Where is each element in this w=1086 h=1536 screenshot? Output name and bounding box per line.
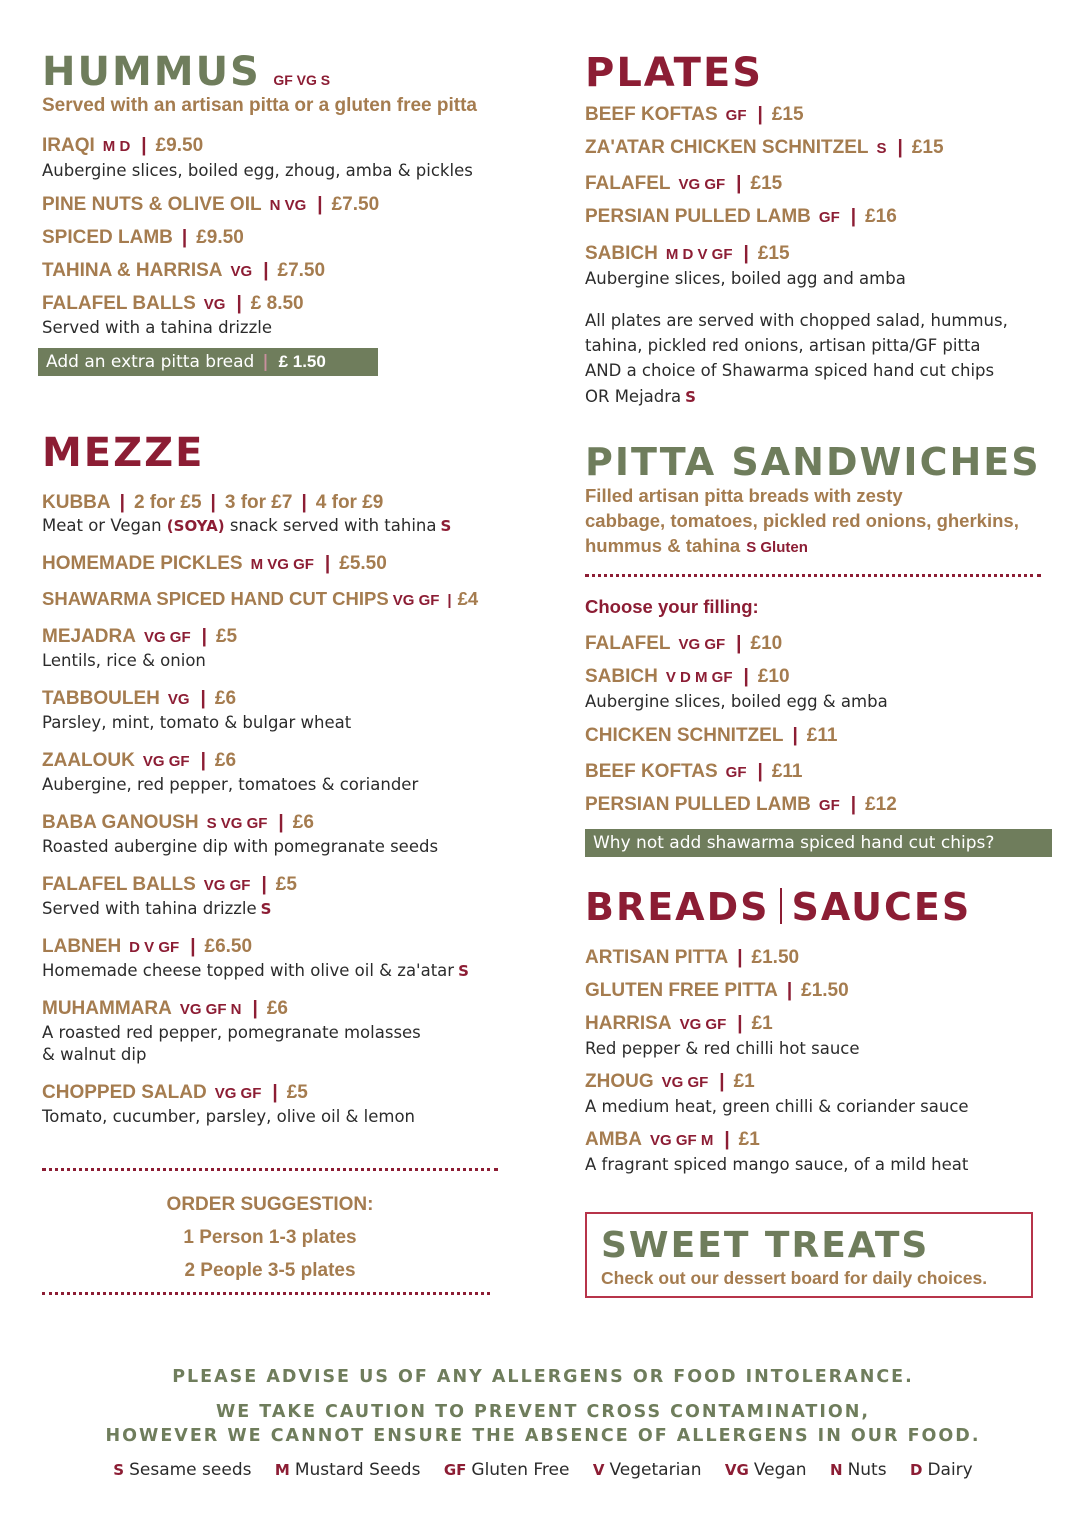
menu-item-chopped-salad: CHOPPED SALAD VG GF | £5 xyxy=(42,1082,308,1103)
hummus-heading xyxy=(42,49,332,95)
menu-item-zaalouk: ZAALOUK VG GF | £6 xyxy=(42,750,237,771)
item-tags: GF xyxy=(818,209,840,226)
item-desc: Lentils, rice & onion xyxy=(42,651,206,670)
item-price: £15 xyxy=(771,104,804,125)
extra-pitta-banner: Add an extra pitta bread | £ 1.50 xyxy=(38,348,378,376)
item-name: SABICH xyxy=(585,243,658,264)
item-desc: Meat or Vegan (SOYA) snack served with tahina S xyxy=(42,516,452,535)
item-tags: VG xyxy=(230,263,253,280)
menu-item-amba: AMBA VG GF M | £1 xyxy=(585,1129,760,1150)
menu-item-pine-nuts: PINE NUTS & OLIVE OIL N VG | £7.50 xyxy=(42,194,380,215)
menu-item-tabbouleh: TABBOULEH VG | £6 xyxy=(42,688,237,709)
item-name: ZA'ATAR CHICKEN SCHNITZEL xyxy=(585,137,869,158)
item-tags: VG GF xyxy=(143,629,191,646)
item-tags: VG GF M xyxy=(650,1132,714,1149)
item-name: SPICED LAMB xyxy=(42,227,173,248)
item-price: £10 xyxy=(750,633,783,654)
item-name: BEEF KOFTAS xyxy=(585,761,718,782)
sweet-treats-box xyxy=(585,1212,1033,1298)
item-price: £15 xyxy=(757,243,790,264)
item-name: GLUTEN FREE PITTA xyxy=(585,980,778,1001)
item-name: TAHINA & HARRISA xyxy=(42,260,223,281)
legend-entry: M Mustard Seeds xyxy=(274,1460,421,1480)
menu-item-pitta-sabich: SABICH V D M GF | £10 xyxy=(585,666,790,687)
item-price: £6 xyxy=(214,688,237,709)
item-desc: A fragrant spiced mango sauce, of a mild heat xyxy=(585,1155,969,1174)
allergen-notice: PLEASE ADVISE US OF ANY ALLERGENS OR FOOD INTOLERANCE. xyxy=(172,1367,914,1387)
item-name: SABICH xyxy=(585,666,658,687)
menu-item-artisan-pitta: ARTISAN PITTA | £1.50 xyxy=(585,947,800,968)
item-name: AMBA xyxy=(585,1129,642,1150)
item-price: £5 xyxy=(275,874,297,895)
item-tags: VG xyxy=(203,296,226,313)
item-tags: M VG GF xyxy=(250,556,314,573)
pitta-subtitle: hummus & tahina S Gluten xyxy=(585,535,808,556)
item-tags: VG GF xyxy=(678,176,726,193)
item-name: TABBOULEH xyxy=(42,688,160,709)
item-tags: D V GF xyxy=(129,939,180,956)
item-name: ZAALOUK xyxy=(42,750,135,771)
allergen-notice: WE TAKE CAUTION TO PREVENT CROSS CONTAMINATION, xyxy=(215,1402,871,1422)
item-price: £6 xyxy=(292,812,314,833)
item-name: LABNEH xyxy=(42,936,122,957)
item-desc: A medium heat, green chilli & coriander sauce xyxy=(585,1097,969,1116)
hummus-subtitle: Served with an artisan pitta or a gluten free pitta xyxy=(42,95,477,116)
menu-item-persian-lamb: PERSIAN PULLED LAMB GF | £16 xyxy=(585,206,897,227)
menu-item-falafel-balls: FALAFEL BALLS VG | £ 8.50 xyxy=(42,293,304,314)
item-desc: Tomato, cucumber, parsley, olive oil & lemon xyxy=(42,1107,415,1126)
banner-text: Add an extra pitta bread xyxy=(46,352,255,372)
choose-filling: Choose your filling: xyxy=(585,596,759,617)
item-tags: S VG GF xyxy=(206,815,268,832)
item-name: PERSIAN PULLED LAMB xyxy=(585,794,811,815)
item-name: IRAQI xyxy=(42,135,95,156)
pitta-subtitle: cabbage, tomatoes, pickled red onions, gherkins, xyxy=(585,510,1019,531)
menu-item-beef-koftas: BEEF KOFTAS GF | £15 xyxy=(585,104,804,125)
item-tags: VG GF xyxy=(214,1085,262,1102)
plates-note: All plates are served with chopped salad, hummus, xyxy=(585,311,1008,330)
item-price: £15 xyxy=(911,137,944,158)
item-price: £5 xyxy=(286,1082,308,1103)
legend-entry: GF Gluten Free xyxy=(443,1460,570,1480)
item-price: £1 xyxy=(751,1013,773,1034)
menu-item-muhammara: MUHAMMARA VG GF N | £6 xyxy=(42,998,288,1019)
item-price: £7.50 xyxy=(277,260,326,281)
item-name: CHOPPED SALAD xyxy=(42,1082,207,1103)
legend-entry: VG Vegan xyxy=(724,1460,807,1480)
item-desc: Red pepper & red chilli hot sauce xyxy=(585,1039,860,1058)
item-name: HARRISA xyxy=(585,1013,672,1034)
item-name: CHICKEN SCHNITZEL xyxy=(585,725,784,746)
item-price: £6.50 xyxy=(204,936,253,957)
menu-item-labneh: LABNEH D V GF | £6.50 xyxy=(42,936,253,957)
item-desc: Homemade cheese topped with olive oil & za'atar S xyxy=(42,961,469,980)
item-tags: VG GF N xyxy=(179,1001,242,1018)
hummus-tags: GF VG S xyxy=(273,72,331,88)
item-tags: VG GF xyxy=(678,636,726,653)
item-desc: Aubergine slices, boiled egg, zhoug, amba & pickles xyxy=(42,161,473,180)
banner-price: £ 1.50 xyxy=(278,352,326,371)
item-tags: M D xyxy=(102,138,131,155)
item-price: £11 xyxy=(771,761,803,782)
pitta-subtitle: Filled artisan pitta breads with zesty xyxy=(585,485,903,506)
item-price: £12 xyxy=(865,794,897,815)
menu-item-pitta-falafel: FALAFEL VG GF | £10 xyxy=(585,633,783,654)
item-name: MEJADRA xyxy=(42,626,136,647)
item-name: FALAFEL xyxy=(585,633,671,654)
item-price: 2 for £5 xyxy=(133,492,202,513)
menu-item-pitta-lamb: PERSIAN PULLED LAMB GF | £12 xyxy=(585,794,897,815)
item-desc: A roasted red pepper, pomegranate molasses xyxy=(42,1023,421,1042)
item-name: ZHOUG xyxy=(585,1071,654,1092)
menu-item-zaatar-schnitzel: ZA'ATAR CHICKEN SCHNITZEL S | £15 xyxy=(585,137,944,158)
order-heading: ORDER SUGGESTION: xyxy=(166,1194,374,1215)
sweet-title: SWEET TREATS xyxy=(601,1225,930,1266)
item-price: 4 for £9 xyxy=(315,492,384,513)
menu-item-sabich: SABICH M D V GF | £15 xyxy=(585,243,790,264)
legend-entry: D Dairy xyxy=(909,1460,973,1480)
item-price: £16 xyxy=(865,206,897,227)
order-line: 1 Person 1-3 plates xyxy=(183,1227,357,1248)
item-name: FALAFEL BALLS xyxy=(42,293,196,314)
menu-item-harrisa: HARRISA VG GF | £1 xyxy=(585,1013,773,1034)
plates-note: AND a choice of Shawarma spiced hand cut chips xyxy=(585,361,995,380)
breads-title: BREADS xyxy=(585,885,770,929)
menu-item-gf-pitta: GLUTEN FREE PITTA | £1.50 xyxy=(585,980,849,1001)
item-price: £1.50 xyxy=(751,947,800,968)
item-name: FALAFEL BALLS xyxy=(42,874,196,895)
breads-sauces-heading xyxy=(585,885,972,929)
menu-item-tahina-harrisa: TAHINA & HARRISA VG | £7.50 xyxy=(42,260,326,281)
item-name: PINE NUTS & OLIVE OIL xyxy=(42,194,262,215)
item-name: BEEF KOFTAS xyxy=(585,104,718,125)
menu-item-falafel-balls-mezze: FALAFEL BALLS VG GF | £5 xyxy=(42,874,297,895)
item-name: HOMEMADE PICKLES xyxy=(42,553,243,574)
item-price: £15 xyxy=(750,173,783,194)
item-price: £1 xyxy=(738,1129,760,1150)
item-desc: Roasted aubergine dip with pomegranate seeds xyxy=(42,837,439,856)
menu-item-homemade-pickles: HOMEMADE PICKLES M VG GF | £5.50 xyxy=(42,553,387,574)
item-price: £10 xyxy=(757,666,790,687)
item-price: £6 xyxy=(266,998,288,1019)
item-name: FALAFEL xyxy=(585,173,671,194)
allergen-legend xyxy=(0,1460,1086,1480)
chips-banner: Why not add shawarma spiced hand cut chips? xyxy=(585,829,1052,857)
item-desc: Served with tahina drizzle S xyxy=(42,899,272,918)
item-name: SHAWARMA SPICED HAND CUT CHIPS xyxy=(42,588,389,609)
item-desc: Served with a tahina drizzle xyxy=(42,318,272,337)
item-tags: GF xyxy=(818,797,840,814)
order-line: 2 People 3-5 plates xyxy=(184,1260,356,1281)
item-desc: Parsley, mint, tomato & bulgar wheat xyxy=(42,713,352,732)
menu-item-pitta-koftas: BEEF KOFTAS GF | £11 xyxy=(585,761,803,782)
item-desc: Aubergine slices, boiled agg and amba xyxy=(585,269,906,288)
sweet-text: Check out our dessert board for daily choices. xyxy=(601,1268,988,1288)
plates-title: PLATES xyxy=(585,50,764,96)
item-name: ARTISAN PITTA xyxy=(585,947,729,968)
item-tags: VG GF xyxy=(679,1016,727,1033)
item-tags: N VG xyxy=(269,197,307,214)
item-name: MUHAMMARA xyxy=(42,998,172,1019)
item-tags: VG GF xyxy=(392,592,440,609)
item-price: £5 xyxy=(215,626,238,647)
item-tags: VG GF xyxy=(142,753,190,770)
item-price: £6 xyxy=(214,750,237,771)
item-tags: GF xyxy=(725,764,747,781)
menu-item-zhoug: ZHOUG VG GF | £1 xyxy=(585,1071,755,1092)
divider xyxy=(585,574,1041,577)
item-price: £11 xyxy=(806,725,838,746)
item-price: £1 xyxy=(733,1071,755,1092)
menu-item-baba-ganoush: BABA GANOUSH S VG GF | £6 xyxy=(42,812,314,833)
plates-note: OR Mejadra S xyxy=(585,387,696,406)
menu-item-pitta-schnitzel: CHICKEN SCHNITZEL | £11 xyxy=(585,725,838,746)
divider xyxy=(42,1292,490,1295)
menu-item-mejadra: MEJADRA VG GF | £5 xyxy=(42,626,238,647)
item-tags: VG xyxy=(167,691,190,708)
item-tags: M D V GF xyxy=(665,246,733,263)
item-price: £5.50 xyxy=(339,553,387,574)
item-tags: GF xyxy=(725,107,747,124)
item-tags: V D M GF xyxy=(665,669,733,686)
allergen-notice: HOWEVER WE CANNOT ENSURE THE ABSENCE OF ALLERGENS IN OUR FOOD. xyxy=(105,1426,981,1446)
item-price: £9.50 xyxy=(196,227,244,248)
title-separator xyxy=(780,888,782,924)
item-price: £1.50 xyxy=(801,980,849,1001)
menu-item-kubba: KUBBA | 2 for £5 | 3 for £7 | 4 for £9 xyxy=(42,492,384,513)
item-price: £9.50 xyxy=(155,135,204,156)
item-name: PERSIAN PULLED LAMB xyxy=(585,206,811,227)
menu-item-spiced-lamb: SPICED LAMB | £9.50 xyxy=(42,227,244,248)
legend-entry: N Nuts xyxy=(830,1460,887,1480)
item-price: 3 for £7 xyxy=(224,492,293,513)
item-price: £7.50 xyxy=(331,194,380,215)
item-tags: VG GF xyxy=(661,1074,709,1091)
divider xyxy=(42,1168,498,1171)
hummus-title: HUMMUS xyxy=(42,49,261,95)
plates-note: tahina, pickled red onions, artisan pitta/GF pitta xyxy=(585,336,981,355)
item-tags: S xyxy=(876,140,887,157)
legend-entry: V Vegetarian xyxy=(592,1460,702,1480)
pitta-title: PITTA SANDWICHES xyxy=(585,440,1041,484)
legend-entry: S Sesame seeds xyxy=(113,1460,252,1480)
item-name: KUBBA xyxy=(42,492,111,513)
item-name: BABA GANOUSH xyxy=(42,812,199,833)
item-desc: & walnut dip xyxy=(42,1045,147,1064)
item-price: £4 xyxy=(457,588,479,609)
mezze-title: MEZZE xyxy=(42,430,205,476)
item-desc: Aubergine slices, boiled egg & amba xyxy=(585,692,888,711)
sauces-title: SAUCES xyxy=(791,885,972,929)
item-desc: Aubergine, red pepper, tomatoes & coriander xyxy=(42,775,419,794)
item-tags: VG GF xyxy=(203,877,251,894)
menu-item-falafel: FALAFEL VG GF | £15 xyxy=(585,173,783,194)
item-price: £ 8.50 xyxy=(250,293,304,314)
menu-item-iraqi: IRAQI M D | £9.50 xyxy=(42,135,204,156)
menu-item-shawarma-chips: SHAWARMA SPICED HAND CUT CHIPS VG GF | £4 xyxy=(42,588,479,609)
